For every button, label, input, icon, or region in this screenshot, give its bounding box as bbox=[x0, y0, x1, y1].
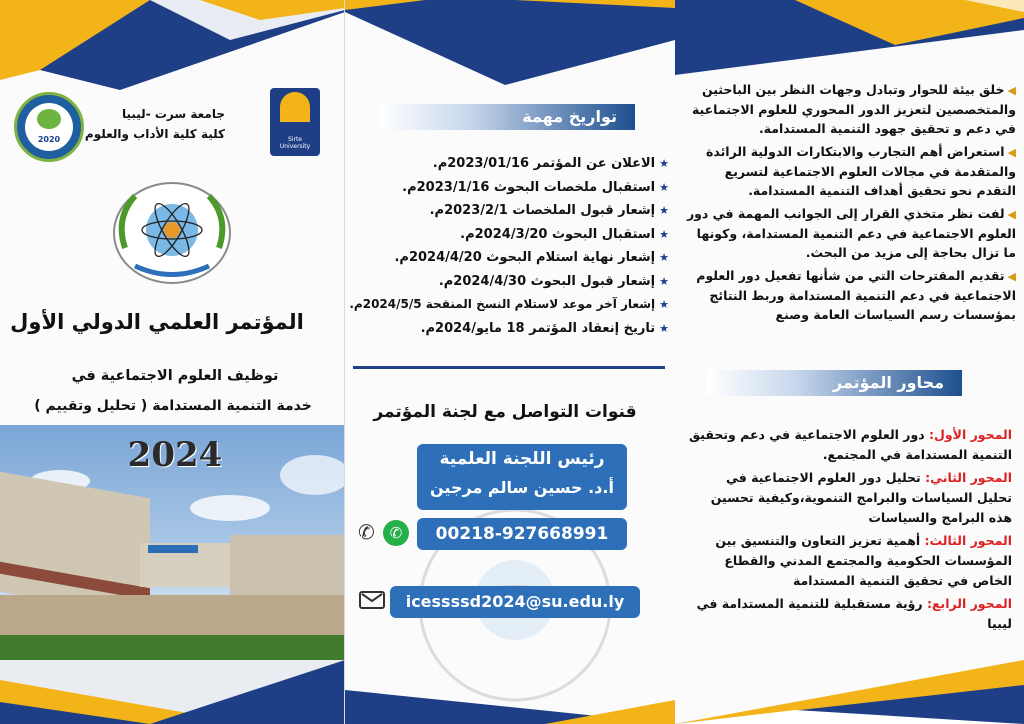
chair-name: أ.د. حسين سالم مرجين bbox=[430, 478, 614, 497]
chair-box bbox=[417, 444, 627, 510]
sirte-university-logo: Sirte University bbox=[270, 88, 320, 156]
badge-year: 2020 bbox=[37, 135, 61, 144]
email-icon bbox=[359, 591, 385, 609]
university-name: جامعة سرت -ليبيا bbox=[121, 107, 225, 121]
subtitle-line-2: خدمة التنمية المستدامة ( تحليل وتقييم ) bbox=[34, 398, 312, 414]
conference-emblem bbox=[105, 178, 240, 288]
list-item: ★استقبال البحوث 2024/3/20م. bbox=[460, 226, 669, 242]
arrow-bullet-icon: ◀ bbox=[1007, 84, 1016, 97]
star-icon: ★ bbox=[659, 180, 669, 194]
star-icon: ★ bbox=[659, 157, 669, 170]
conference-title: المؤتمر العلمي الدولي الأول bbox=[10, 310, 304, 334]
star-icon: ★ bbox=[659, 274, 669, 288]
star-icon: ★ bbox=[659, 298, 669, 311]
list-item: ★إشعار قبول البحوث 2024/4/30م. bbox=[438, 273, 669, 289]
axes-header: محاور المؤتمر bbox=[707, 370, 962, 396]
arrow-bullet-icon: ◀ bbox=[1007, 270, 1016, 283]
list-item: المحور الثالث: أهمية تعزيز التعاون والتنسيق بين المؤسسات الحكومية والمجتمع المدني والقطاع الخاص في تحقيق التنمية المستدامة bbox=[715, 533, 1012, 588]
dates-header: تواريخ مهمة bbox=[380, 104, 635, 130]
bottom-decoration bbox=[0, 640, 345, 724]
list-item: المحور الرابع: رؤية مستقبلية للتنمية المستدامة في ليبيا bbox=[696, 596, 1012, 631]
middle-panel bbox=[345, 0, 675, 724]
conference-badge-logo bbox=[14, 92, 84, 162]
list-item: ★إشعار قبول الملخصات 2023/2/1م. bbox=[429, 203, 669, 218]
list-item: ◀استعراض أهم التجارب والابتكارات الدولية الرائدة والمتقدمة في مجالات العلوم الاجتماعية لتسريع التقدم نحو تحقيق أهداف التنمية المستدامة. bbox=[706, 144, 1016, 198]
list-item: المحور الثاني: تحليل دور العلوم الاجتماعية في تحليل السياسات والبرامج التنموية،وكيفية تحسين هذه البرامج والسياسات bbox=[710, 470, 1012, 525]
contact-header: قنوات التواصل مع لجنة المؤتمر bbox=[373, 402, 637, 422]
arrow-bullet-icon: ◀ bbox=[1007, 208, 1016, 221]
list-item: ★الاعلان عن المؤتمر 2023/01/16م. bbox=[432, 156, 669, 171]
phone-icon: ✆ bbox=[358, 520, 375, 544]
list-item: ◀خلق بيئة للحوار وتبادل وجهات النظر بين الباحثين والمتخصصين لتعزيز الدور المحوري للعلوم الاجتماعية في دعم و تحقيق جهود التنمية المستدامة. bbox=[691, 82, 1016, 136]
list-item: ★استقبال ملخصات البحوث 2023/1/16م. bbox=[402, 179, 669, 195]
email-address[interactable]: icessssd2024@su.edu.ly bbox=[390, 586, 640, 618]
year-label: 2024 bbox=[127, 435, 223, 475]
phone-number[interactable]: 00218-927668991 bbox=[417, 518, 627, 550]
left-panel bbox=[0, 0, 345, 724]
axes-list bbox=[687, 425, 1012, 634]
faculty-name: كلية كلية الأداب والعلوم bbox=[84, 127, 225, 141]
list-item: ★إشعار نهاية استلام البحوث 2024/4/20م. bbox=[394, 250, 669, 265]
bottom-decoration bbox=[675, 660, 1024, 724]
list-item: ★إشعار آخر موعد لاستلام النسخ المنقحة 2024/5/5م. bbox=[349, 297, 669, 311]
arrow-bullet-icon: ◀ bbox=[1007, 146, 1016, 159]
whatsapp-icon: ✆ bbox=[383, 520, 409, 546]
top-decoration bbox=[345, 0, 675, 95]
star-icon: ★ bbox=[659, 251, 669, 264]
top-decoration bbox=[675, 0, 1024, 80]
list-item: ◀لفت نظر متخذي القرار إلى الجوانب المهمة في دور العلوم الاجتماعية في دعم التنمية المستدامة، وكونها ما تزال بحاجة إلى مزيد من البحث. bbox=[686, 206, 1016, 260]
right-panel bbox=[675, 0, 1024, 724]
list-item: المحور الأول: دور العلوم الاجتماعية في دعم وتحقيق التنمية المستدامة في المجتمع. bbox=[688, 427, 1012, 462]
bottom-decoration bbox=[345, 690, 675, 724]
objectives-list bbox=[686, 80, 1016, 324]
top-decoration bbox=[0, 0, 345, 95]
chair-title: رئيس اللجنة العلمية bbox=[439, 449, 605, 469]
star-icon: ★ bbox=[659, 321, 669, 335]
dates-list bbox=[349, 152, 669, 340]
university-caption bbox=[75, 104, 225, 144]
list-item: ◀تقديم المقترحات التي من شأنها تفعيل دور العلوم الاجتماعية في دعم التنمية المستدامة وربط النتائج بمؤسسات رسم السياسات العامة وصنع bbox=[696, 268, 1016, 322]
star-icon: ★ bbox=[659, 204, 669, 217]
star-icon: ★ bbox=[659, 227, 669, 241]
divider bbox=[353, 366, 665, 369]
list-item: ★تاريخ إنعقاد المؤتمر 18 مايو/2024م. bbox=[420, 320, 669, 336]
subtitle-line-1: توظيف العلوم الاجتماعية في bbox=[71, 368, 279, 384]
